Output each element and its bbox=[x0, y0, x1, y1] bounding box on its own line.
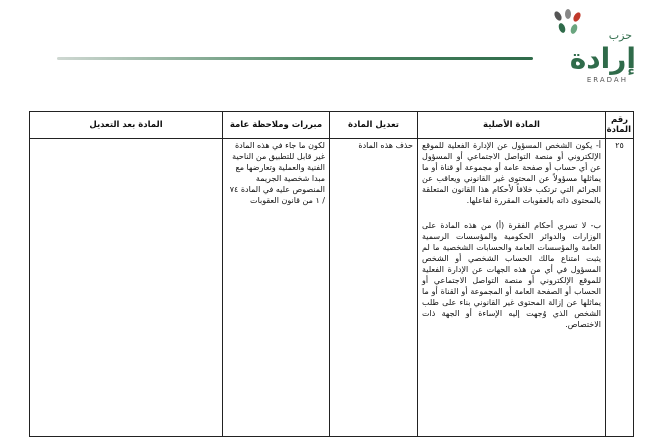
cell-article-number: ٢٥ bbox=[606, 139, 634, 437]
logo-hizb-text: حزب bbox=[608, 29, 632, 42]
logo-emblem-icon bbox=[548, 8, 588, 42]
header-modification: تعديل المادة bbox=[330, 112, 418, 139]
header-divider bbox=[57, 57, 533, 60]
header-article-after: المادة بعد التعديل bbox=[30, 112, 223, 139]
table-row bbox=[30, 139, 634, 437]
cell-original-article bbox=[418, 139, 606, 437]
header-article-number: رقم المادة bbox=[606, 112, 634, 139]
header-justification: مبررات وملاحظة عامة bbox=[223, 112, 330, 139]
cell-article-after bbox=[30, 139, 223, 437]
amendments-table bbox=[29, 111, 634, 437]
logo-wordmark: إرادة bbox=[569, 42, 636, 75]
header-original-article: المادة الأصلية bbox=[418, 112, 606, 139]
original-paragraph-a: أ- يكون الشخص المسؤول عن الإدارة الفعلية للموقع الإلكتروني أو منصة التواصل الاجتماعي أو المسؤول عن أي حساب أو صفحة عامة أو مجموعة أو قناة أو ما يماثلها مسؤولاً عن المحتوى غير القانوني ويعاقب عن الجرائم التي ترتكب خلافاً لأحكام هذا القانون المتعلقة بالمحتوى ذاته بالعقوبات المقررة لفاعلها. bbox=[422, 141, 601, 205]
original-paragraph-b: ب- لا تسري أحكام الفقرة (أ) من هذه المادة على الوزارات والدوائر الحكومية والمؤسسات الرسمية العامة والمؤسسات العامة والحسابات الشخصية ما لم يثبت امتناع مالك الحساب الشخصي أو الشخص المسؤول في أي من هذه الجهات عن الإدارة الفعلية للموقع الإلكتروني أو منصة التواصل الاجتماعي أو الحساب أو الصفحة العامة أو المجموعة أو القناة أو ما يماثلها عن إزالة المحتوى غير القانوني بناء على طلب الشخص الذي وُجهت إليه الإساءة أو الجهة ذات الاختصاص. bbox=[422, 221, 601, 329]
cell-modification: حذف هذه المادة bbox=[330, 139, 418, 437]
cell-justification: لكون ما جاء في هذه المادة غير قابل للتطبيق من الناحية الفنية والعملية وتعارضها مع مبدا شخصية الجريمة المنصوص عليه في المادة ٧٤ / ١ من قانون العقوبات bbox=[223, 139, 330, 437]
table-header-row bbox=[30, 112, 634, 139]
party-logo bbox=[542, 6, 638, 88]
logo-latin-text: ERADAH bbox=[586, 76, 628, 84]
